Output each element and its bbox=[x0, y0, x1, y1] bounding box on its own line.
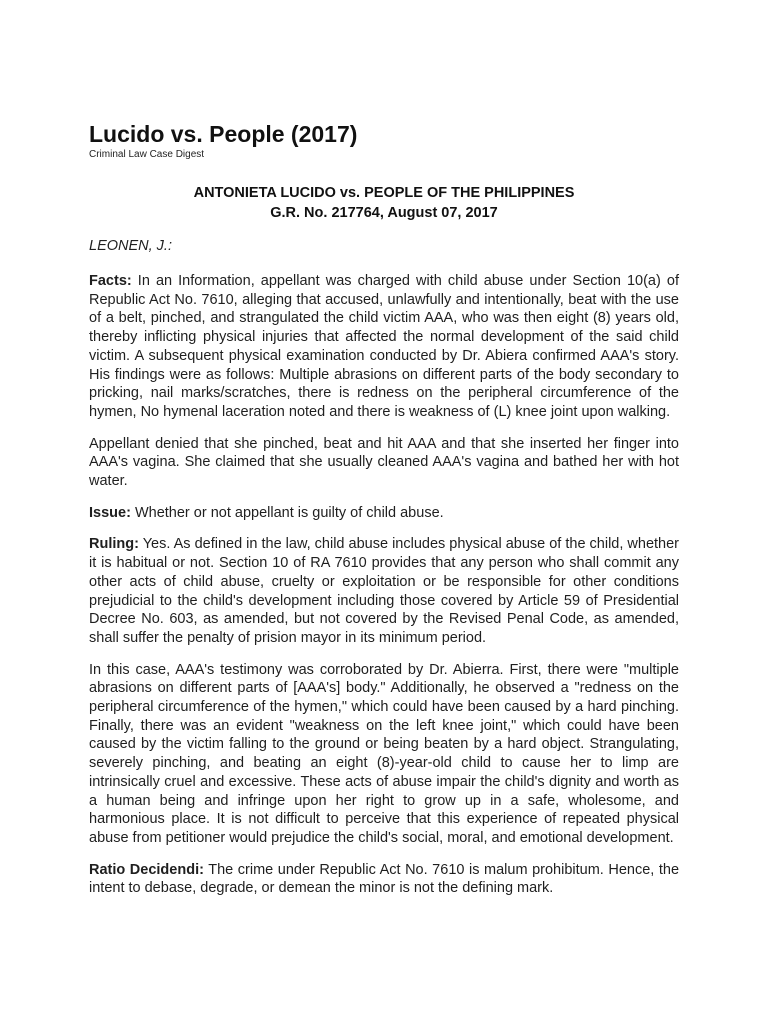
case-number: G.R. No. 217764, August 07, 2017 bbox=[270, 205, 498, 221]
document-subtitle: Criminal Law Case Digest bbox=[89, 149, 205, 160]
ruling-paragraph bbox=[89, 535, 679, 647]
case-title: ANTONIETA LUCIDO vs. PEOPLE OF THE PHILIPPINES bbox=[193, 185, 575, 201]
document-body bbox=[89, 120, 679, 898]
ruling-label: Ruling: bbox=[89, 536, 139, 553]
document-title: Lucido vs. People (2017) bbox=[89, 121, 358, 147]
denial-paragraph: Appellant denied that she pinched, beat and hit AAA and that she inserted her finger into AAA's vagina. She claimed that she usually cleaned AAA's vagina and bathed her with hot water. bbox=[89, 435, 679, 490]
analysis-paragraph: In this case, AAA's testimony was corroborated by Dr. Abierra. First, there were "multiple abrasions on different parts of [AAA's] body." Additionally, he observed a "redness on the peripheral circumference of the hymen," which could have been caused by a hard pinching. Finally, there was an evident "weakness on the left knee joint," which could have been caused by the victim falling to the ground or being beaten by a hard object. Strangulating, severely pinching, and beating an eight (8)-year-old child to cause her to limp are intrinsically cruel and excessive. These acts of abuse impair the child's dignity and worth as a human being and infringe upon her right to grow up in a safe, wholesome, and harmonious place. It is not difficult to perceive that this experience of repeated physical abuse from petitioner would prejudice the child's social, moral, and emotional development. bbox=[89, 661, 679, 846]
issue-label: Issue: bbox=[89, 504, 131, 521]
ratio-label: Ratio Decidendi: bbox=[89, 861, 204, 878]
facts-paragraph bbox=[89, 272, 679, 422]
issue-paragraph bbox=[89, 504, 679, 523]
facts-text: In an Information, appellant was charged with child abuse under Section 10(a) of Republic Act No. 7610, alleging that accused, unlawfully and intentionally, beat with the use of a belt, pinched, and strangulated the child victim AAA, who was then eight (8) years old, thereby inflicting physical injuries that affected the normal development of the said child victim. A subsequent physical examination conducted by Dr. Abiera confirmed AAA's story. His findings were as follows: Multiple abrasions on different parts of the body secondary to pricking, nail marks/scratches, there is redness on the peripheral circumference of the hymen, No hymenal laceration noted and there is weakness of (L) knee joint upon walking. bbox=[89, 273, 679, 420]
issue-text: Whether or not appellant is guilty of child abuse. bbox=[130, 504, 444, 521]
ratio-text: The crime under Republic Act No. 7610 is malum prohibitum. Hence, the intent to debase, degrade, or demean the minor is not the defining mark. bbox=[89, 861, 680, 897]
facts-label: Facts: bbox=[89, 273, 132, 289]
ratio-paragraph bbox=[89, 861, 679, 898]
case-heading bbox=[89, 183, 679, 223]
ponente: LEONEN, J.: bbox=[89, 238, 172, 254]
ruling-text: Yes. As defined in the law, child abuse includes physical abuse of the child, whether it is habitual or not. Section 10 of RA 7610 provides that any person who shall commit any other acts of child abuse, cruelty or exploitation or be responsible for other conditions prejudicial to the child's development including those covered by Article 59 of Presidential Decree No. 603, as amended, but not covered by the Revised Penal Code, as amended, shall suffer the penalty of prision mayor in its minimum period. bbox=[89, 536, 680, 646]
